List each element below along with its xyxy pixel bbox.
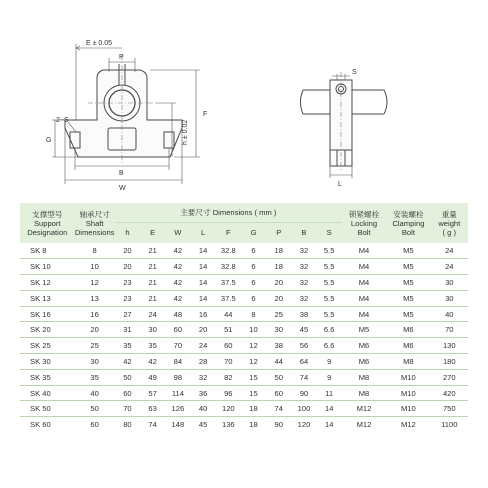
cell-s: 9 (317, 354, 342, 370)
cell-locking-bolt: M4 (342, 275, 386, 291)
label-e: E ± 0.05 (86, 40, 113, 47)
cell-f: 82 (216, 369, 241, 385)
cell-p: 38 (266, 338, 291, 354)
table-row (20, 354, 468, 370)
cell-weight: 30 (431, 275, 468, 291)
label-p: P (119, 54, 124, 61)
cell-shaft: 40 (74, 385, 114, 401)
cell-shaft: 10 (74, 259, 114, 275)
header-dim-s: S (317, 222, 342, 243)
header-clamping: 安装螺栓 Clamping Bolt (386, 203, 430, 243)
cell-model: SK 40 (20, 385, 74, 401)
cell-f: 37.5 (216, 275, 241, 291)
table-row (20, 338, 468, 354)
cell-g: 12 (241, 354, 266, 370)
cell-f: 120 (216, 401, 241, 417)
cell-h: 35 (115, 338, 140, 354)
header-locking: 锁紧螺栓 Locking Bolt (342, 203, 386, 243)
cell-s: 9 (317, 369, 342, 385)
label-w: W (119, 185, 126, 192)
technical-drawing (0, 0, 488, 200)
cell-shaft: 50 (74, 401, 114, 417)
cell-s: 5.5 (317, 259, 342, 275)
cell-l: 14 (190, 259, 215, 275)
cell-locking-bolt: M8 (342, 385, 386, 401)
cell-p: 20 (266, 275, 291, 291)
cell-g: 18 (249, 420, 258, 430)
header-model: 支撑型号 Support Designation (20, 203, 74, 243)
cell-g: 15 (241, 385, 266, 401)
cell-l: 14 (190, 275, 215, 291)
cell-model: SK 25 (20, 338, 74, 354)
cell-w: 48 (165, 306, 190, 322)
cell-model: SK 20 (20, 322, 74, 338)
label-s: S (352, 69, 357, 76)
cell-l: 36 (190, 385, 215, 401)
cell-clamping-bolt: M5 (386, 306, 430, 322)
cell-w: 42 (165, 275, 190, 291)
cell-e: 63 (140, 401, 165, 417)
cell-g: 6 (241, 243, 266, 259)
cell-g: 6 (241, 290, 266, 306)
cell-model: SK 60 (30, 420, 51, 430)
cell-f: 51 (216, 322, 241, 338)
cell-shaft: 30 (74, 354, 114, 370)
header-dim-p: P (266, 222, 291, 243)
cell-l: 20 (190, 322, 215, 338)
cell-model: SK 16 (20, 306, 74, 322)
cell-model: SK 50 (20, 401, 74, 417)
table-row (20, 275, 468, 291)
cell-f: 37.5 (216, 290, 241, 306)
cell-s: 6.6 (317, 322, 342, 338)
cell-p: 74 (266, 401, 291, 417)
cell-weight: 24 (431, 243, 468, 259)
cell-h: 60 (115, 385, 140, 401)
cell-clamping-bolt: M10 (386, 401, 430, 417)
cell-b: 38 (291, 306, 316, 322)
cell-b: 100 (291, 401, 316, 417)
label-b: B (119, 170, 124, 177)
cell-p: 20 (266, 290, 291, 306)
cell-p: 18 (266, 259, 291, 275)
cell-g: 12 (241, 338, 266, 354)
cell-weight: 30 (431, 290, 468, 306)
cell-w: 126 (165, 401, 190, 417)
cell-b: 32 (291, 290, 316, 306)
cell-b: 45 (291, 322, 316, 338)
cell-l: 14 (190, 243, 215, 259)
cell-w: 42 (165, 259, 190, 275)
cell-model: SK 10 (20, 259, 74, 275)
cell-w: 84 (165, 354, 190, 370)
cell-e: 57 (140, 385, 165, 401)
cell-weight: 130 (431, 338, 468, 354)
header-shaft: 轴承尺寸 Shaft Dimensions (74, 203, 114, 243)
table-row (20, 259, 468, 275)
cell-locking-bolt: M12 (342, 401, 386, 417)
cell-clamping-bolt: M6 (386, 322, 430, 338)
cell-shaft: 25 (74, 338, 114, 354)
table-header (20, 203, 468, 243)
cell-clamping-bolt: M5 (386, 243, 430, 259)
cell-weight: 1100 (441, 420, 458, 430)
cell-clamping-bolt: M8 (386, 354, 430, 370)
cell-h: 23 (115, 290, 140, 306)
cell-g: 10 (241, 322, 266, 338)
cell-shaft: 8 (74, 243, 114, 259)
cell-weight: 750 (431, 401, 468, 417)
cell-s: 14 (317, 401, 342, 417)
cell-b: 32 (291, 259, 316, 275)
cell-e: 24 (140, 306, 165, 322)
cell-h: 50 (115, 369, 140, 385)
cell-l: 14 (190, 290, 215, 306)
table-row (20, 322, 468, 338)
header-dimensions-group: 主要尺寸 Dimensions ( mm ) (115, 203, 342, 222)
table-row (20, 401, 468, 417)
cell-f: 96 (216, 385, 241, 401)
cell-model: SK 35 (20, 369, 74, 385)
header-dim-w: W (165, 222, 190, 243)
cell-w: 42 (165, 290, 190, 306)
cell-shaft: 60 (90, 420, 99, 430)
cell-l: 32 (190, 369, 215, 385)
cell-h: 23 (115, 275, 140, 291)
cell-p: 30 (266, 322, 291, 338)
cell-locking-bolt: M4 (342, 259, 386, 275)
label-f: F (203, 111, 208, 118)
cell-locking-bolt: M8 (342, 369, 386, 385)
front-view (52, 44, 200, 184)
cell-f: 32.8 (216, 259, 241, 275)
cell-clamping-bolt: M5 (386, 259, 430, 275)
cell-l: 40 (190, 401, 215, 417)
cell-p: 44 (266, 354, 291, 370)
header-dim-f: F (216, 222, 241, 243)
cell-clamping-bolt: M6 (386, 338, 430, 354)
cell-weight: 180 (431, 354, 468, 370)
cell-w: 98 (165, 369, 190, 385)
cell-clamping-bolt: M12 (401, 420, 416, 430)
cell-b: 74 (291, 369, 316, 385)
cell-locking-bolt: M12 (356, 420, 372, 430)
header-weight: 重量 weight ( g ) (431, 203, 468, 243)
cell-p: 18 (266, 243, 291, 259)
cell-locking-bolt: M4 (342, 306, 386, 322)
cell-model: SK 12 (20, 275, 74, 291)
cell-w: 148 (171, 420, 185, 430)
cell-weight: 24 (431, 259, 468, 275)
cell-model: SK 8 (20, 243, 74, 259)
cell-s: 5.5 (317, 290, 342, 306)
cell-g: 18 (241, 401, 266, 417)
cell-locking-bolt: M4 (342, 290, 386, 306)
cell-b: 64 (291, 354, 316, 370)
cell-l: 28 (190, 354, 215, 370)
cell-h: 42 (115, 354, 140, 370)
label-2s: 2−S (56, 117, 69, 124)
cell-s: 11 (317, 385, 342, 401)
cell-s: 14 (324, 420, 334, 430)
cell-p: 25 (266, 306, 291, 322)
cell-s: 5.5 (317, 275, 342, 291)
cell-weight: 40 (431, 306, 468, 322)
cell-p: 60 (266, 385, 291, 401)
cell-e: 35 (140, 338, 165, 354)
cell-b: 32 (291, 275, 316, 291)
cell-f: 136 (221, 420, 235, 430)
cell-h: 20 (115, 243, 140, 259)
cell-f: 60 (216, 338, 241, 354)
cell-b: 32 (291, 243, 316, 259)
cell-s: 5.5 (317, 306, 342, 322)
cell-g: 15 (241, 369, 266, 385)
cell-weight: 70 (431, 322, 468, 338)
cell-h: 70 (115, 401, 140, 417)
cell-l: 45 (198, 420, 208, 430)
cell-w: 60 (165, 322, 190, 338)
table-row (20, 306, 468, 322)
cell-e: 42 (140, 354, 165, 370)
cell-g: 6 (241, 275, 266, 291)
cell-s: 5.5 (317, 243, 342, 259)
cell-e: 21 (140, 275, 165, 291)
shaft-break-left (301, 90, 304, 114)
cell-w: 114 (165, 385, 190, 401)
cell-weight: 420 (431, 385, 468, 401)
table-row (20, 369, 468, 385)
table-row (20, 243, 468, 259)
cell-e: 21 (140, 259, 165, 275)
cell-l: 24 (190, 338, 215, 354)
header-dim-l: L (190, 222, 215, 243)
header-dim-b: B (291, 222, 316, 243)
cell-shaft: 20 (74, 322, 114, 338)
cell-b: 56 (291, 338, 316, 354)
cell-model: SK 13 (20, 290, 74, 306)
cell-shaft: 12 (74, 275, 114, 291)
cell-shaft: 13 (74, 290, 114, 306)
cell-locking-bolt: M4 (342, 243, 386, 259)
cell-shaft: 35 (74, 369, 114, 385)
header-dim-h: h (115, 222, 140, 243)
shaft-break-right (384, 90, 387, 114)
cell-locking-bolt: M6 (342, 354, 386, 370)
cell-p: 50 (266, 369, 291, 385)
table-body (20, 243, 468, 433)
cell-clamping-bolt: M5 (386, 290, 430, 306)
cell-clamping-bolt: M10 (386, 385, 430, 401)
label-h: h ± 0.02 (182, 119, 189, 145)
side-view (301, 72, 388, 178)
cell-clamping-bolt: M5 (386, 275, 430, 291)
table-row (20, 290, 468, 306)
cell-clamping-bolt: M10 (386, 369, 430, 385)
cell-locking-bolt: M6 (342, 338, 386, 354)
cell-e: 74 (148, 420, 157, 430)
label-l: L (338, 181, 342, 188)
cell-b: 120 (297, 420, 311, 430)
cell-l: 16 (190, 306, 215, 322)
cell-h: 31 (115, 322, 140, 338)
cell-p: 90 (274, 420, 283, 430)
cell-s: 6.6 (317, 338, 342, 354)
cell-e: 21 (140, 290, 165, 306)
cell-weight: 270 (431, 369, 468, 385)
cell-e: 49 (140, 369, 165, 385)
cell-h: 20 (115, 259, 140, 275)
cell-f: 32.8 (216, 243, 241, 259)
cell-e: 30 (140, 322, 165, 338)
cell-w: 42 (165, 243, 190, 259)
cell-b: 90 (291, 385, 316, 401)
cell-g: 6 (241, 259, 266, 275)
cell-h: 27 (115, 306, 140, 322)
label-g: G (46, 137, 52, 144)
table-row (20, 385, 468, 401)
cell-locking-bolt: M5 (342, 322, 386, 338)
cell-model: SK 30 (20, 354, 74, 370)
cell-f: 44 (216, 306, 241, 322)
cell-shaft: 16 (74, 306, 114, 322)
table-row (20, 417, 468, 433)
cell-e: 21 (140, 243, 165, 259)
cell-h: 80 (123, 420, 132, 430)
cell-w: 70 (165, 338, 190, 354)
header-dim-e: E (140, 222, 165, 243)
cell-g: 8 (241, 306, 266, 322)
header-dim-g: G (241, 222, 266, 243)
cell-f: 70 (216, 354, 241, 370)
spec-table (20, 203, 468, 433)
